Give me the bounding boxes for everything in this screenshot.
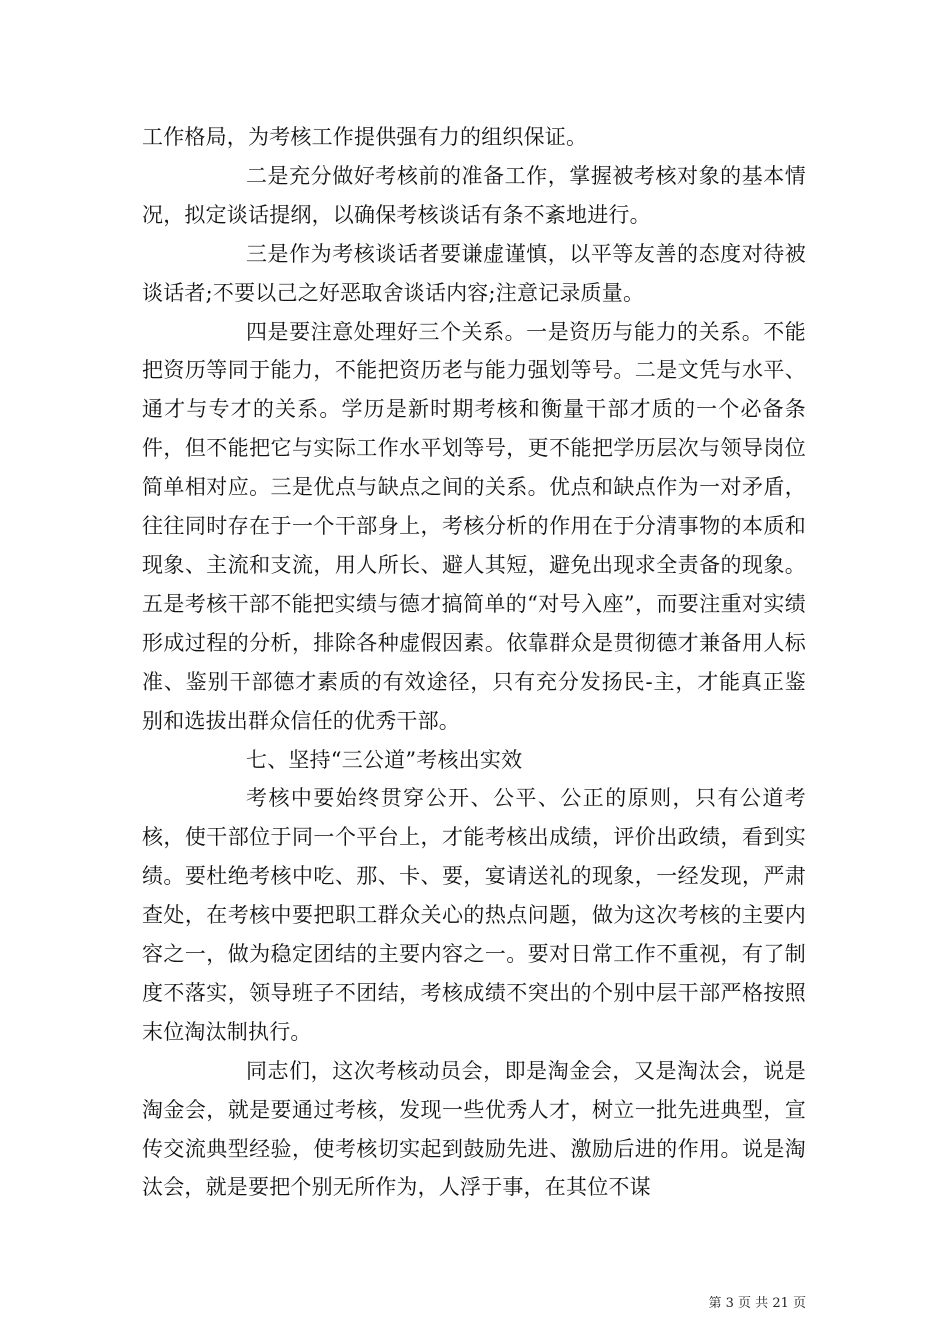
body-text	[142, 118, 806, 1207]
paragraph-continuation: 工作格局，为考核工作提供强有力的组织保证。	[142, 125, 588, 149]
page-number: 第 3 页 共 21 页	[708, 1296, 806, 1311]
paragraph-fairness: 考核中要始终贯穿公开、公平、公正的原则，只有公道考核，使干部位于同一个平台上，才能考核出成绩，评价出政绩，看到实绩。要杜绝考核中吃、那、卡、要，宴请送礼的现象，一经发现，严肃查处，在考核中要把职工群众关心的热点问题，做为这次考核的主要内容之一，做为稳定团结的主要内容之一。要对日常工作不重视，有了制度不落实，领导班子不团结，考核成绩不突出的个别中层干部严格按照末位淘汰制执行。	[142, 786, 806, 1044]
paragraph-preparation: 二是充分做好考核前的准备工作，掌握被考核对象的基本情况，拟定谈话提纲，以确保考核谈话有条不紊地进行。	[142, 163, 806, 227]
paragraph-relationships: 四是要注意处理好三个关系。一是资历与能力的关系。不能把资历等同于能力，不能把资历老与能力强划等号。二是文凭与水平、通才与专才的关系。学历是新时期考核和衡量干部才质的一个必备条件，但不能把它与实际工作水平划等号，更不能把学历层次与领导岗位简单相对应。三是优点与缺点之间的关系。优点和缺点作为一对矛盾，往往同时存在于一个干部身上，考核分析的作用在于分清事物的本质和现象、主流和支流，用人所长、避人其短，避免出现求全责备的现象。五是考核干部不能把实绩与德才搞简单的“对号入座”，而要注重对实绩形成过程的分析，排除各种虚假因素。依靠群众是贯彻德才兼备用人标准、鉴别干部德才素质的有效途径，只有充分发扬民-主，才能真正鉴别和选拔出群众信任的优秀干部。	[142, 319, 806, 733]
section-heading: 七、坚持“三公道”考核出实效	[246, 747, 523, 772]
paragraph-closing: 同志们，这次考核动员会，即是淘金会，又是淘汰会，说是淘金会，就是要通过考核，发现一些优秀人才，树立一批先进典型，宣传交流典型经验，使考核切实起到鼓励先进、激励后进的作用。说是淘汰会，就是要把个别无所作为，人浮于事，在其位不谋	[142, 1058, 806, 1200]
paragraph-modesty: 三是作为考核谈话者要谦虚谨慎，以平等友善的态度对待被谈话者;不要以己之好恶取舍谈话内容;注意记录质量。	[142, 241, 806, 305]
